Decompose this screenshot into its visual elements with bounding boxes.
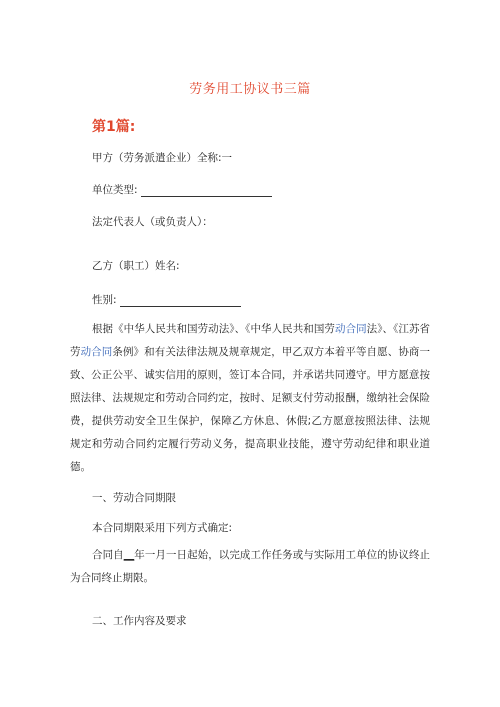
term-text-1: 合同自 [92, 549, 124, 561]
unit-type-blank [141, 185, 272, 197]
preamble-paragraph [70, 318, 430, 479]
gender-label: 性别: [92, 294, 117, 306]
section-heading-1: 第1篇: [92, 119, 136, 135]
document-title: 劳务用工协议书三篇 [189, 82, 311, 97]
term-intro-line [92, 520, 232, 535]
heading-work-content [92, 613, 187, 628]
party-b-label: 乙方（职工）姓名: [92, 260, 180, 272]
term-text-2: 年一月一日起始，以完成工作任务或与实际用工单位的协议终止为合同终止期限。 [70, 549, 431, 584]
term-year-blank: __ [123, 549, 135, 561]
term-intro-text: 本合同期限采用下列方式确定: [92, 522, 233, 534]
term-paragraph [70, 544, 430, 590]
legal-rep-line [92, 214, 213, 229]
party-a-line [92, 150, 232, 165]
heading-contract-term [92, 490, 176, 505]
gender-line [92, 292, 241, 307]
heading-contract-term-text: 一、劳动合同期限 [92, 492, 176, 504]
preamble-text-2: 法》、《江苏省劳 [70, 323, 431, 358]
preamble-text-3: 条例》和有关法律法规及规章规定，甲乙双方本着平等自愿、协商一致、公正公平、诚实信用的原则，签订本合同，并承诺共同遵守。甲方愿意按照法律、法规规定和劳动合同约定，按时、足额支付劳动报酬，缴纳社会保险费，提供劳动安全卫生保护，保障乙方休息、休假;乙方愿意按照法律、法规规定和劳动合同约定履行劳动义务，提高职业技能，遵守劳动纪律和职业道德。 [70, 346, 431, 473]
labor-contract-link-2[interactable]: 动合同 [80, 346, 113, 358]
legal-rep-label: 法定代表人（或负责人）： [92, 216, 213, 228]
heading-work-content-text: 二、工作内容及要求 [92, 615, 187, 627]
unit-type-line [92, 182, 272, 197]
party-a-label: 甲方（劳务派遣企业）全称:一 [92, 152, 233, 164]
preamble-text-1: 根据《中华人民共和国劳动法》、《中华人民共和国劳 [92, 323, 335, 335]
gender-blank [120, 295, 241, 307]
labor-contract-link-1[interactable]: 动合同 [334, 323, 367, 335]
unit-type-label: 单位类型: [92, 184, 138, 196]
party-b-line [92, 258, 180, 273]
